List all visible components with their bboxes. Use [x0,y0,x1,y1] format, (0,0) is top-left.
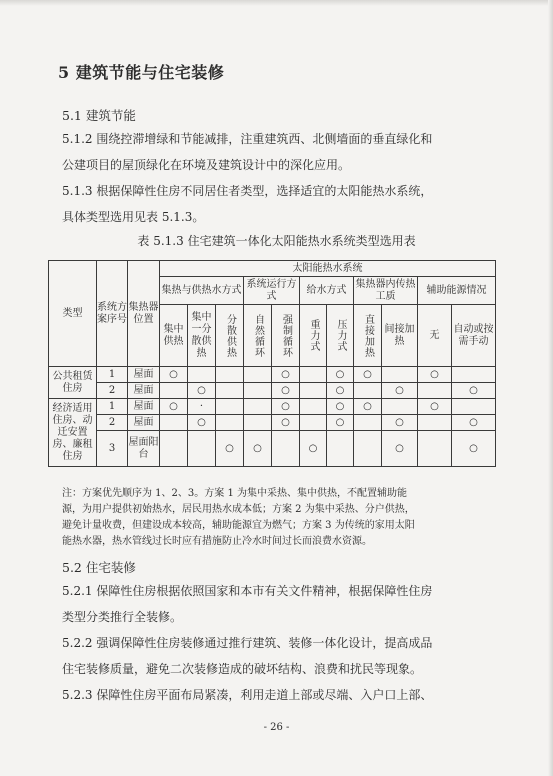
sub-auto-manual: 自动或按需手动 [452,305,496,367]
sub-indirect-heating: 间接加热 [382,305,418,367]
header-type: 类型 [49,261,97,367]
paragraph-5-1-3: 5.1.3 根据保障性住房不同居住者类型，选择适宜的太阳能热水系统， 具体类型选用见表 5.1.3。 [62,184,433,224]
group-operation-mode: 系统运行方式 [244,277,300,305]
sub-distributed: 分散供热 [216,305,244,367]
group-supply-mode: 集热与供热水方式 [160,277,244,305]
scan-edge-top [0,0,553,6]
header-solar-system: 太阳能热水系统 [160,261,496,277]
sub-pressure: 压力式 [327,305,354,367]
scan-edge-right [548,0,553,776]
sub-gravity: 重力式 [300,305,327,367]
paragraph-5-2-1: 5.2.1 保障性住房根据依照国家和本市有关文件精神，根据保障性住房 类型分类推行全装修。 [62,584,433,624]
header-seq: 系统方案序号 [97,261,128,367]
section-5-1-title: 5.1 建筑节能 [62,108,136,123]
table-row: 3 屋面阳台 ○ ○ ○ ○ ○ [49,431,496,467]
row-type-public-rental: 公共租赁住房 [49,367,97,399]
header-position: 集热器位置 [128,261,160,367]
row-type-affordable: 经济适用住房、动迁安置房、廉租住房 [49,399,97,467]
group-heat-medium: 集热器内传热工质 [354,277,418,305]
table-note: 注：方案优先顺序为 1、2、3。方案 1 为集中采热、集中供热，不配置辅助能 源，为用户提供初始热水，居民用热水成本低；方案 2 为集中采热、分户供热， 避免计量收费，但建设成本较高，辅助能源宜为燃气；方案 3 为传统的家用太阳 能热水器，热水管线过长时应有措施防止冷水时间过长而浪费水资源。 [62,488,415,547]
paragraph-5-2-2: 5.2.2 强调保障性住房装修通过推行建筑、装修一体化设计，提高成品 住宅装修质量，避免二次装修造成的破坏结构、浪费和扰民等现象。 [62,636,433,676]
sub-central: 集中供热 [160,305,188,367]
table-row: 2 屋面 ○ ○ ○ ○ ○ [49,415,496,431]
sub-natural-circulation: 自然循环 [244,305,272,367]
sub-central-distributed: 集中一分散供热 [188,305,216,367]
solar-system-table [48,260,496,467]
table-row: 2 屋面 ○ ○ ○ ○ ○ [49,383,496,399]
paragraph-5-2-3: 5.2.3 保障性住房平面布局紧凑，利用走道上部或尽端、入户口上部、 [62,688,433,702]
paragraph-5-1-2: 5.1.2 围绕控滞增绿和节能减排，注重建筑西、北侧墙面的垂直绿化和 公建项目的屋顶绿化在环境及建筑设计中的深化应用。 [62,132,433,172]
chapter-heading: 5 建筑节能与住宅装修 [58,63,225,82]
group-aux-energy: 辅助能源情况 [418,277,496,305]
page-number: - 26 - [263,722,290,733]
sub-direct-heating: 直接加热 [354,305,382,367]
group-water-supply: 给水方式 [300,277,354,305]
table-row: 公共租赁住房 1 屋面 ○ ○ ○ ○ ○ [49,367,496,383]
section-5-2-title: 5.2 住宅装修 [62,560,136,575]
sub-none: 无 [418,305,452,367]
sub-forced-circulation: 强制循环 [272,305,300,367]
table-row: 经济适用住房、动迁安置房、廉租住房 1 屋面 ○ · ○ ○ ○ ○ [49,399,496,415]
table-caption: 表 5.1.3 住宅建筑一体化太阳能热水系统类型选用表 [137,234,416,248]
